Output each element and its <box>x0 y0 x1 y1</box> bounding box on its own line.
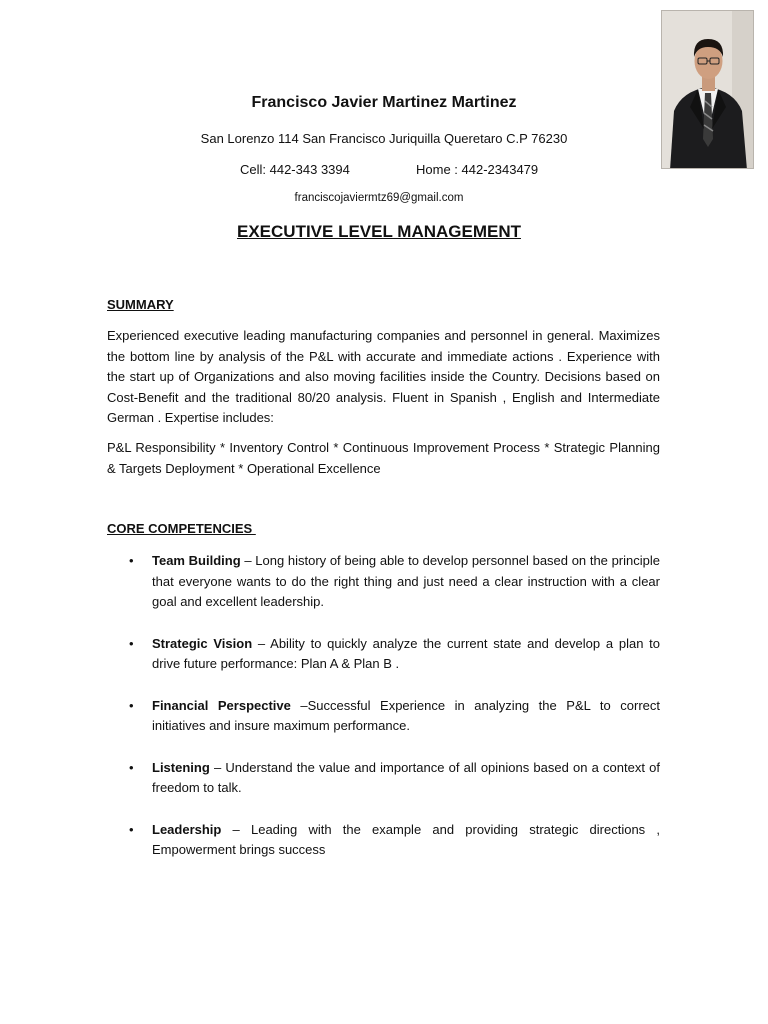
competency-description: –Successful Experience in analyzing the P&L to correct initiatives and insure maximum performance. <box>152 697 660 733</box>
address: San Lorenzo 114 San Francisco Juriquilla Queretaro C.P 76230 <box>200 131 568 146</box>
home-phone: Home : 442-2343479 <box>416 162 539 177</box>
list-item <box>107 696 660 737</box>
bullet-icon: • <box>129 553 134 568</box>
bullet-icon: • <box>129 821 134 837</box>
competency-description: – Understand the value and importance of all opinions based on a context of freedom to talk. <box>152 759 660 795</box>
cell-phone: Cell: 442-343 3394 <box>240 162 350 177</box>
bullet-icon: • <box>129 697 134 713</box>
email-address: franciscojaviermtz69@gmail.com <box>294 192 464 204</box>
competency-description: – Long history of being able to develop personnel based on the principle that everyone wants to do the right thing and just need a clear instruction with a clear goal and excellent leadership. <box>152 553 660 609</box>
competency-label: Strategic Vision <box>152 635 253 651</box>
list-item <box>107 758 660 799</box>
competency-label: Leadership <box>152 821 222 837</box>
competency-label: Team Building <box>152 553 241 568</box>
competency-label: Financial Perspective <box>152 697 291 713</box>
list-item <box>107 634 660 675</box>
profile-headline: EXECUTIVE LEVEL MANAGEMENT <box>237 222 521 241</box>
candidate-name: Francisco Javier Martinez Martinez <box>251 94 517 111</box>
summary-paragraph: Experienced executive leading manufacturing companies and personnel in general. Maximizes the bottom line by analysis of the P&L with accurate and immediate actions . Experience with the start up of Organizations and also moving facilities inside the Country. Decisions based on Cost-Benefit and the traditional 80/20 analysis. Fluent in Spanish , English and Intermediate German . Expertise includes: <box>107 328 660 425</box>
bullet-icon: • <box>129 759 134 775</box>
competency-description: – Leading with the example and providing strategic directions , Empowerment brings success <box>152 821 660 857</box>
expertise-list: P&L Responsibility * Inventory Control * Continuous Improvement Process * Strategic Planning & Targets Deployment * Operational Excellence <box>107 440 660 476</box>
list-item <box>107 820 660 861</box>
competency-label: Listening <box>152 759 210 775</box>
competency-description: – Ability to quickly analyze the current state and develop a plan to drive future performance: Plan A & Plan B . <box>152 635 661 671</box>
core-competencies-heading: CORE COMPETENCIES <box>107 521 256 536</box>
summary-heading: SUMMARY <box>107 297 174 312</box>
bullet-icon: • <box>129 635 134 651</box>
competencies-list <box>107 551 660 882</box>
list-item <box>107 551 660 613</box>
